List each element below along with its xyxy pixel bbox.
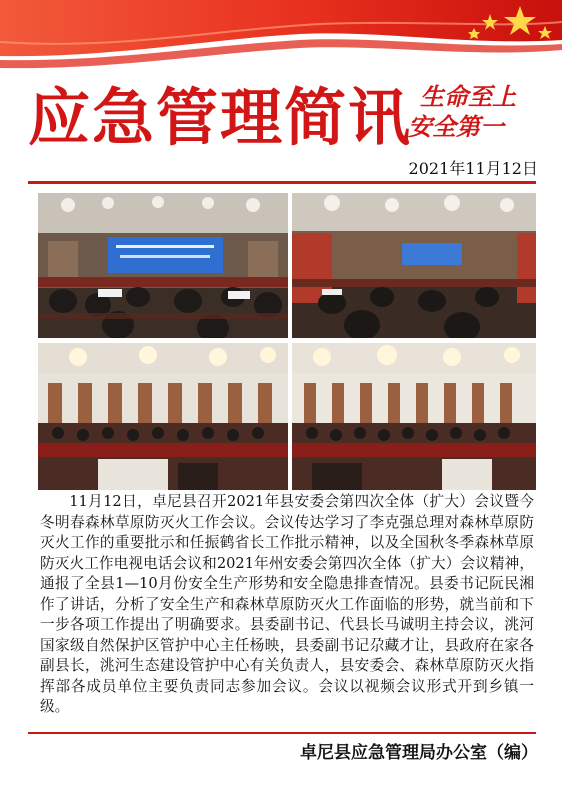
meeting-photo-3: [38, 343, 288, 490]
meeting-photo-2: [292, 193, 536, 338]
bulletin-title: 应急管理简讯: [28, 81, 413, 154]
top-red-banner: [0, 0, 562, 78]
issuer-signature: 卓尼县应急管理局办公室（编）: [300, 743, 538, 763]
meeting-photo-4: [292, 343, 536, 490]
issue-date: 2021年11月12日: [408, 159, 538, 178]
slogan-line-2: 安全第一: [408, 112, 504, 141]
safety-slogan: [408, 82, 548, 142]
footer-divider: [28, 732, 536, 734]
slogan-line-1: 生命至上: [420, 82, 516, 111]
header-divider: [28, 181, 536, 184]
article-body: 11月12日，卓尼县召开2021年县安委会第四次全体（扩大）会议暨今冬明春森林草原防灭火工作会议。会议传达学习了李克强总理对森林草原防灭火工作的重要批示和任振鹤省长工作批示精神，以及全国秋冬季森林草原防灭火工作电视电话会议和2021年州安委会第四次全体（扩大）会议精神，通报了全县1—10月份安全生产形势和安全隐患排查情况。县委书记阮民湘作了讲话，分析了安全生产和森林草原防灭火工作面临的形势，就当前和下一步各项工作提出了明确要求。县委副书记、代县长马诚明主持会议，洮河国家级自然保护区管护中心主任杨映，县委副书记尕藏才让，县政府在家各副县长，洮河生态建设管护中心有关负责人，县安委会、森林草原防灭火指挥部各成员单位主要负责同志参加会议。会议以视频会议形式开到乡镇一级。: [40, 493, 534, 715]
meeting-photo-1: [38, 193, 288, 338]
